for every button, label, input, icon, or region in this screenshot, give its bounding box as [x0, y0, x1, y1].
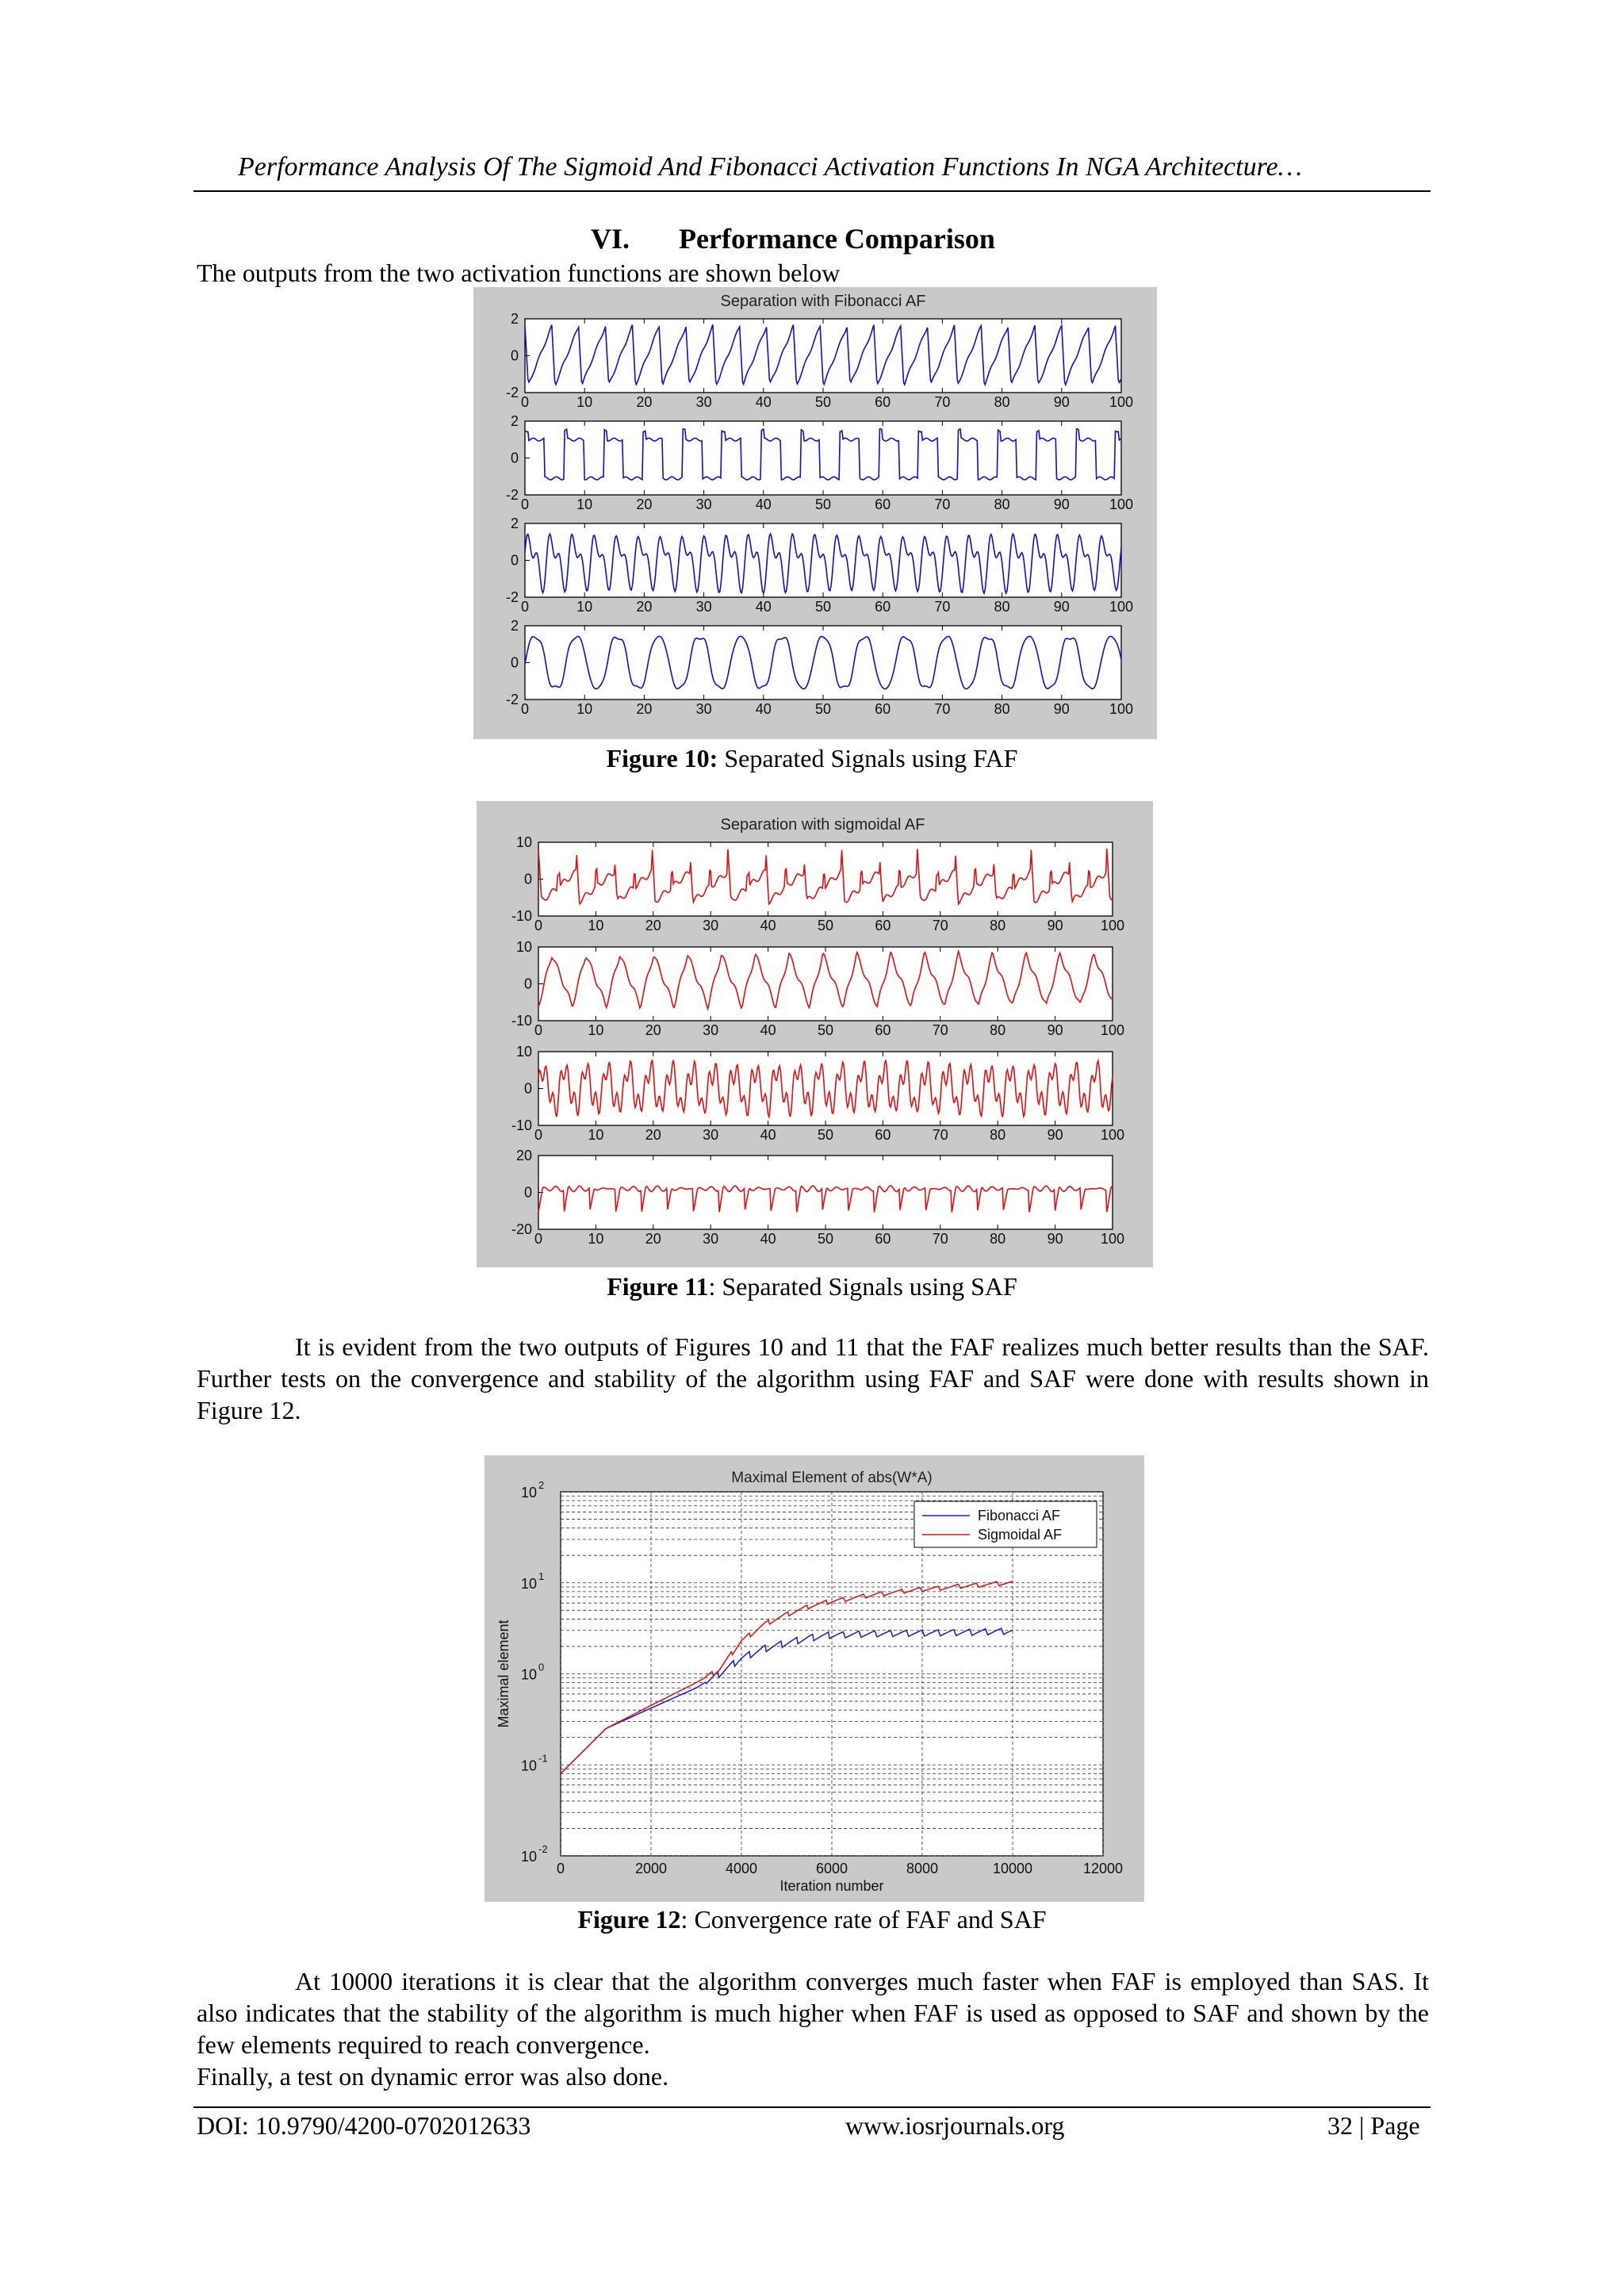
y-tick-label: 2 — [510, 618, 519, 634]
y-tick-label: 10 — [520, 1485, 537, 1501]
x-tick-label: 70 — [932, 1127, 948, 1143]
figure-11-svg — [477, 801, 1153, 1267]
x-tick-label: 60 — [875, 701, 891, 717]
x-tick-label: 50 — [817, 1022, 834, 1038]
x-tick-label: 10 — [576, 599, 593, 615]
x-tick-label: 40 — [760, 1022, 776, 1038]
x-tick-label: 100 — [1109, 599, 1134, 615]
x-tick-label: 40 — [760, 1127, 776, 1143]
x-tick-label: 50 — [814, 394, 832, 410]
x-tick-label: 20 — [645, 1231, 661, 1247]
x-tick-label: 40 — [760, 1231, 776, 1247]
subplot-axes — [525, 421, 1121, 495]
x-tick-label: 40 — [755, 496, 772, 512]
x-tick-label: 12000 — [1082, 1861, 1124, 1876]
legend-label: Fibonacci AF — [978, 1508, 1061, 1524]
y-tick-label: 0 — [523, 1080, 532, 1097]
figure-10-text: Separated Signals using FAF — [718, 744, 1018, 772]
footer-rule — [193, 2106, 1431, 2108]
y-tick-label: -10 — [511, 1117, 532, 1133]
x-tick-label: 50 — [814, 496, 832, 512]
x-tick-label: 90 — [1047, 918, 1063, 933]
x-tick-label: 70 — [934, 394, 951, 410]
x-tick-label: 80 — [990, 1231, 1006, 1247]
x-tick-label: 40 — [760, 918, 776, 933]
legend-label: Sigmoidal AF — [978, 1527, 1063, 1543]
y-tick-label: -20 — [511, 1221, 532, 1237]
x-tick-label: 40 — [755, 701, 772, 717]
figure-12-text: : Convergence rate of FAF and SAF — [680, 1905, 1047, 1934]
x-tick-label: 30 — [695, 496, 712, 512]
y-tick-exponent: 1 — [538, 1570, 545, 1582]
header-rule — [193, 190, 1431, 192]
x-tick-label: 30 — [695, 599, 712, 615]
x-tick-label: 30 — [703, 1127, 719, 1143]
x-tick-label: 30 — [703, 1231, 719, 1247]
y-tick-label: 2 — [510, 311, 519, 327]
section-heading — [0, 222, 1586, 255]
x-tick-label: 60 — [875, 918, 891, 933]
y-tick-label: 10 — [520, 1757, 537, 1774]
figure-12-label: Figure 12 — [577, 1905, 681, 1934]
x-tick-label: 100 — [1100, 918, 1125, 933]
x-tick-label: 40 — [755, 599, 772, 615]
figure-11-caption — [0, 1272, 1624, 1301]
x-tick-label: 90 — [1053, 496, 1070, 512]
chart-title: Separation with Fibonacci AF — [720, 293, 926, 310]
intro-text: The outputs from the two activation functions are shown below — [197, 259, 841, 287]
x-tick-label: 90 — [1047, 1231, 1063, 1247]
x-tick-label: 80 — [990, 1127, 1006, 1143]
figure-12-svg — [485, 1455, 1144, 1902]
y-tick-label: 0 — [510, 552, 519, 569]
figure-10-svg — [473, 287, 1157, 739]
y-tick-label: -2 — [505, 692, 519, 707]
x-tick-label: 0 — [520, 599, 530, 615]
x-tick-label: 10000 — [992, 1861, 1033, 1876]
x-tick-label: 20 — [636, 701, 653, 717]
x-tick-label: 30 — [695, 701, 712, 717]
paragraph-1-text: It is evident from the two outputs of Figures 10 and 11 that the FAF realizes much better results than the SAF. Further tests on the convergence and stability of the algorithm using FAF and SAF were done with results shown in Figure 12. — [197, 1332, 1429, 1424]
x-tick-label: 80 — [994, 701, 1010, 717]
paragraph-3: Finally, a test on dynamic error was also done. — [197, 2062, 669, 2091]
y-tick-label: 2 — [510, 516, 519, 531]
y-tick-label: 0 — [523, 871, 532, 887]
x-tick-label: 80 — [990, 918, 1006, 933]
x-tick-label: 60 — [875, 394, 891, 410]
x-tick-label: 100 — [1109, 701, 1134, 717]
x-tick-label: 60 — [875, 599, 891, 615]
y-tick-label: -2 — [505, 589, 519, 605]
chart-title: Separation with sigmoidal AF — [720, 816, 925, 834]
x-tick-label: 20 — [636, 496, 653, 512]
x-tick-label: 0 — [520, 701, 530, 717]
y-tick-exponent: -2 — [538, 1843, 548, 1855]
y-tick-label: 10 — [515, 834, 532, 850]
section-number: VI. — [591, 223, 630, 255]
x-tick-label: 30 — [695, 394, 712, 410]
figure-12-chart — [485, 1455, 1144, 1902]
y-tick-label: 10 — [520, 1575, 537, 1592]
x-tick-label: 70 — [932, 1231, 948, 1247]
y-tick-label: -2 — [505, 385, 519, 401]
x-tick-label: 50 — [814, 701, 832, 717]
y-tick-label: 0 — [510, 654, 519, 671]
y-tick-label: 10 — [520, 1666, 537, 1683]
x-tick-label: 60 — [875, 1231, 891, 1247]
x-tick-label: 70 — [934, 701, 951, 717]
x-tick-label: 8000 — [906, 1861, 939, 1876]
footer-site: www.iosrjournals.org — [845, 2111, 1065, 2140]
x-tick-label: 2000 — [634, 1861, 668, 1876]
figure-10-label: Figure 10: — [606, 744, 718, 772]
paragraph-2-text: At 10000 iterations it is clear that the algorithm converges much faster when FAF is employed than SAS. It also indicates that the stability of the algorithm is much higher when FAF is used as opposed to SAF and shown by the few elements required to reach convergence. — [197, 1967, 1429, 2059]
x-tick-label: 60 — [875, 1022, 891, 1038]
y-tick-label: -2 — [505, 487, 519, 503]
x-tick-label: 0 — [534, 1127, 543, 1143]
x-tick-label: 4000 — [725, 1861, 758, 1876]
paragraph-2 — [197, 1965, 1429, 2060]
x-tick-label: 90 — [1047, 1022, 1063, 1038]
x-tick-label: 60 — [875, 1127, 891, 1143]
x-tick-label: 10 — [588, 1127, 604, 1143]
x-tick-label: 90 — [1053, 701, 1070, 717]
x-tick-label: 50 — [814, 599, 832, 615]
x-tick-label: 10 — [576, 701, 593, 717]
x-axis-label: Iteration number — [779, 1878, 884, 1894]
x-tick-label: 10 — [588, 918, 604, 933]
y-tick-label: 0 — [523, 1184, 532, 1201]
figure-10-caption — [0, 744, 1624, 773]
x-tick-label: 70 — [932, 918, 948, 933]
x-tick-label: 90 — [1053, 394, 1070, 410]
running-header: Performance Analysis Of The Sigmoid And Fibonacci Activation Functions In NGA Architecture… — [238, 152, 1302, 182]
x-tick-label: 80 — [994, 394, 1010, 410]
y-tick-label: 10 — [515, 939, 532, 955]
paragraph-1 — [197, 1331, 1429, 1426]
x-tick-label: 0 — [534, 1022, 543, 1038]
figure-10-chart — [473, 287, 1157, 739]
footer-doi: DOI: 10.9790/4200-0702012633 — [197, 2111, 531, 2140]
y-axis-label: Maximal element — [496, 1619, 511, 1728]
figure-11-text: : Separated Signals using SAF — [708, 1272, 1017, 1301]
x-tick-label: 70 — [934, 496, 951, 512]
x-tick-label: 50 — [817, 1127, 834, 1143]
x-tick-label: 20 — [645, 1127, 661, 1143]
x-tick-label: 100 — [1100, 1231, 1125, 1247]
y-tick-label: 20 — [515, 1148, 532, 1163]
y-tick-exponent: 0 — [538, 1661, 545, 1673]
x-tick-label: 100 — [1109, 394, 1134, 410]
x-tick-label: 50 — [817, 918, 834, 933]
x-tick-label: 80 — [994, 496, 1010, 512]
x-tick-label: 0 — [534, 918, 543, 933]
x-tick-label: 40 — [755, 394, 772, 410]
chart-title: Maximal Element of abs(W*A) — [731, 1470, 933, 1486]
x-tick-label: 70 — [934, 599, 951, 615]
x-tick-label: 90 — [1053, 599, 1070, 615]
x-tick-label: 90 — [1047, 1127, 1063, 1143]
x-tick-label: 20 — [636, 599, 653, 615]
x-tick-label: 80 — [994, 599, 1010, 615]
x-tick-label: 0 — [556, 1861, 565, 1876]
x-tick-label: 30 — [703, 918, 719, 933]
x-tick-label: 10 — [576, 394, 593, 410]
x-tick-label: 10 — [588, 1231, 604, 1247]
x-tick-label: 0 — [520, 394, 530, 410]
y-tick-label: -10 — [511, 1013, 532, 1029]
y-tick-exponent: 2 — [538, 1479, 545, 1491]
x-tick-label: 20 — [645, 1022, 661, 1038]
y-tick-label: 2 — [510, 413, 519, 429]
figure-11-label: Figure 11 — [607, 1272, 709, 1301]
figure-12-caption — [0, 1905, 1624, 1934]
x-tick-label: 60 — [875, 496, 891, 512]
y-tick-label: -10 — [511, 908, 532, 924]
figure-11-chart — [477, 801, 1153, 1267]
x-tick-label: 100 — [1100, 1127, 1125, 1143]
y-tick-label: 0 — [523, 976, 532, 992]
x-tick-label: 50 — [817, 1231, 834, 1247]
y-tick-label: 10 — [515, 1044, 532, 1060]
x-tick-label: 0 — [520, 496, 530, 512]
x-tick-label: 10 — [588, 1022, 604, 1038]
x-tick-label: 20 — [645, 918, 661, 933]
x-tick-label: 80 — [990, 1022, 1006, 1038]
x-tick-label: 30 — [703, 1022, 719, 1038]
y-tick-exponent: -1 — [538, 1752, 548, 1765]
y-tick-label: 0 — [510, 347, 519, 364]
section-title: Performance Comparison — [679, 223, 995, 255]
x-tick-label: 0 — [534, 1231, 543, 1247]
x-tick-label: 6000 — [815, 1861, 848, 1876]
y-tick-label: 10 — [520, 1849, 537, 1865]
x-tick-label: 20 — [636, 394, 653, 410]
x-tick-label: 70 — [932, 1022, 948, 1038]
y-tick-label: 0 — [510, 450, 519, 466]
footer-page: 32 | Page — [1327, 2111, 1420, 2140]
x-tick-label: 100 — [1109, 496, 1134, 512]
x-tick-label: 10 — [576, 496, 593, 512]
x-tick-label: 100 — [1100, 1022, 1125, 1038]
